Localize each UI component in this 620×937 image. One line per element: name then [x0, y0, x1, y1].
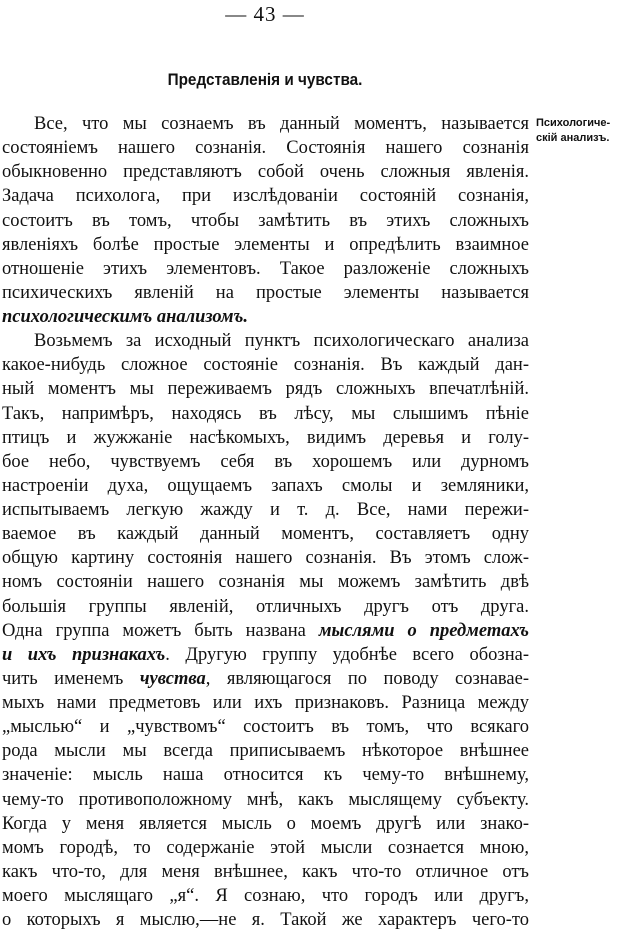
text-run: чить именемъ — [2, 668, 124, 689]
text-line: какъ что-то, для меня внѣшнее, какъ что-то отличное отъ — [2, 861, 529, 882]
text-line: состояніемъ нашего сознанія. Состоянія нашего сознанія — [2, 138, 529, 159]
emphasis-text: мыслями о предметахъ — [318, 620, 529, 641]
text-line: большія группы явленій, отличныхъ другъ отъ друга. — [2, 596, 529, 617]
text-line: „мыслью“ и „чувствомъ“ состоитъ въ томъ, что всякаго — [2, 717, 529, 738]
text-line: испытываемъ легкую жажду и т. д. Все, нами пережи- — [2, 500, 529, 520]
text-line — [2, 667, 529, 691]
text-line: отношеніе этихъ элементовъ. Такое разложеніе сложныхъ — [2, 258, 529, 279]
text-line: состоитъ въ томъ, чтобы замѣтить въ этихъ сложныхъ — [2, 210, 529, 231]
text-line: момъ городѣ, то содержаніе этой мысли сознается мною, — [2, 837, 529, 858]
margin-note-line: Психологиче- — [536, 117, 611, 129]
text-line: моего мыслящаго „я“. Я сознаю, что городъ или другъ, — [2, 886, 529, 906]
text-line: психическихъ явленій на простые элементы называется — [2, 282, 529, 303]
section-title: Представленія и чувства. — [167, 70, 363, 89]
text-line: о которыхъ я мыслю,—не я. Такой же характеръ чего-то — [2, 910, 529, 931]
text-line: чему-то противоположному мнѣ, какъ мыслящему субъекту. — [2, 789, 529, 810]
text-line: обыкновенно представляютъ собой очень сложныя явленія. — [2, 162, 529, 183]
text-line: значеніе: мысль наша относится къ чему-то внѣшнему, — [2, 765, 529, 786]
text-line: настроеніи духа, ощущаемъ запахъ смолы и земляники, — [2, 475, 529, 496]
text-line: Задача психолога, при изслѣдованіи состояній сознанія, — [2, 186, 529, 207]
emphasis-text: чувства — [139, 668, 206, 689]
margin-note-line: скій анализъ. — [536, 132, 610, 144]
text-line: номъ состояніи нашего сознанія мы можемъ замѣтить двѣ — [2, 572, 529, 593]
text-line: Когда у меня является мысль о моемъ другѣ или знако- — [2, 813, 529, 834]
text-line: ваемое въ каждый данный моментъ, составляетъ одну — [2, 524, 529, 545]
text-line: общую картину состоянія нашего сознанія. Въ этомъ слож- — [2, 548, 529, 569]
text-line: какое-нибудь сложное состояніе сознанія. Въ каждый дан- — [2, 355, 529, 376]
text-line: Возьмемъ за исходный пунктъ психологическаго анализа — [34, 331, 529, 352]
text-line: Такъ, напримѣръ, находясь въ лѣсу, мы слышимъ пѣніе — [2, 403, 529, 424]
text-run: , являющагося по поводу сознавае- — [205, 668, 529, 689]
text-line: явленіяхъ болѣе простые элементы и опредѣлить взаимное — [2, 234, 529, 255]
text-line: Все, что мы сознаемъ въ данный моментъ, называется — [34, 114, 529, 134]
text-run: Одна группа можетъ быть названа — [2, 620, 306, 641]
margin-note — [536, 116, 618, 146]
text-line: птицъ и жужжаніе насѣкомыхъ, видимъ деревья и голу- — [2, 427, 529, 448]
text-line: бое небо, чувствуемъ себя въ хорошемъ или дурномъ — [2, 451, 529, 472]
page-number: — 43 — — [225, 2, 305, 26]
text-line: ный моментъ мы переживаемъ рядъ сложныхъ впечатлѣній. — [2, 379, 529, 400]
body-text — [2, 112, 529, 932]
emphasis-text: и ихъ признакахъ — [2, 644, 166, 665]
text-line: рода мысли мы всегда приписываемъ нѣкоторое внѣшнее — [2, 741, 529, 762]
text-run: . Другую группу удобнѣе всего обозна- — [165, 644, 529, 665]
text-line — [2, 619, 529, 643]
text-line: психологическимъ анализомъ. — [2, 307, 248, 327]
text-line: мыхъ нами предметовъ или ихъ признаковъ. Разница между — [2, 693, 529, 713]
text-line — [2, 643, 529, 667]
